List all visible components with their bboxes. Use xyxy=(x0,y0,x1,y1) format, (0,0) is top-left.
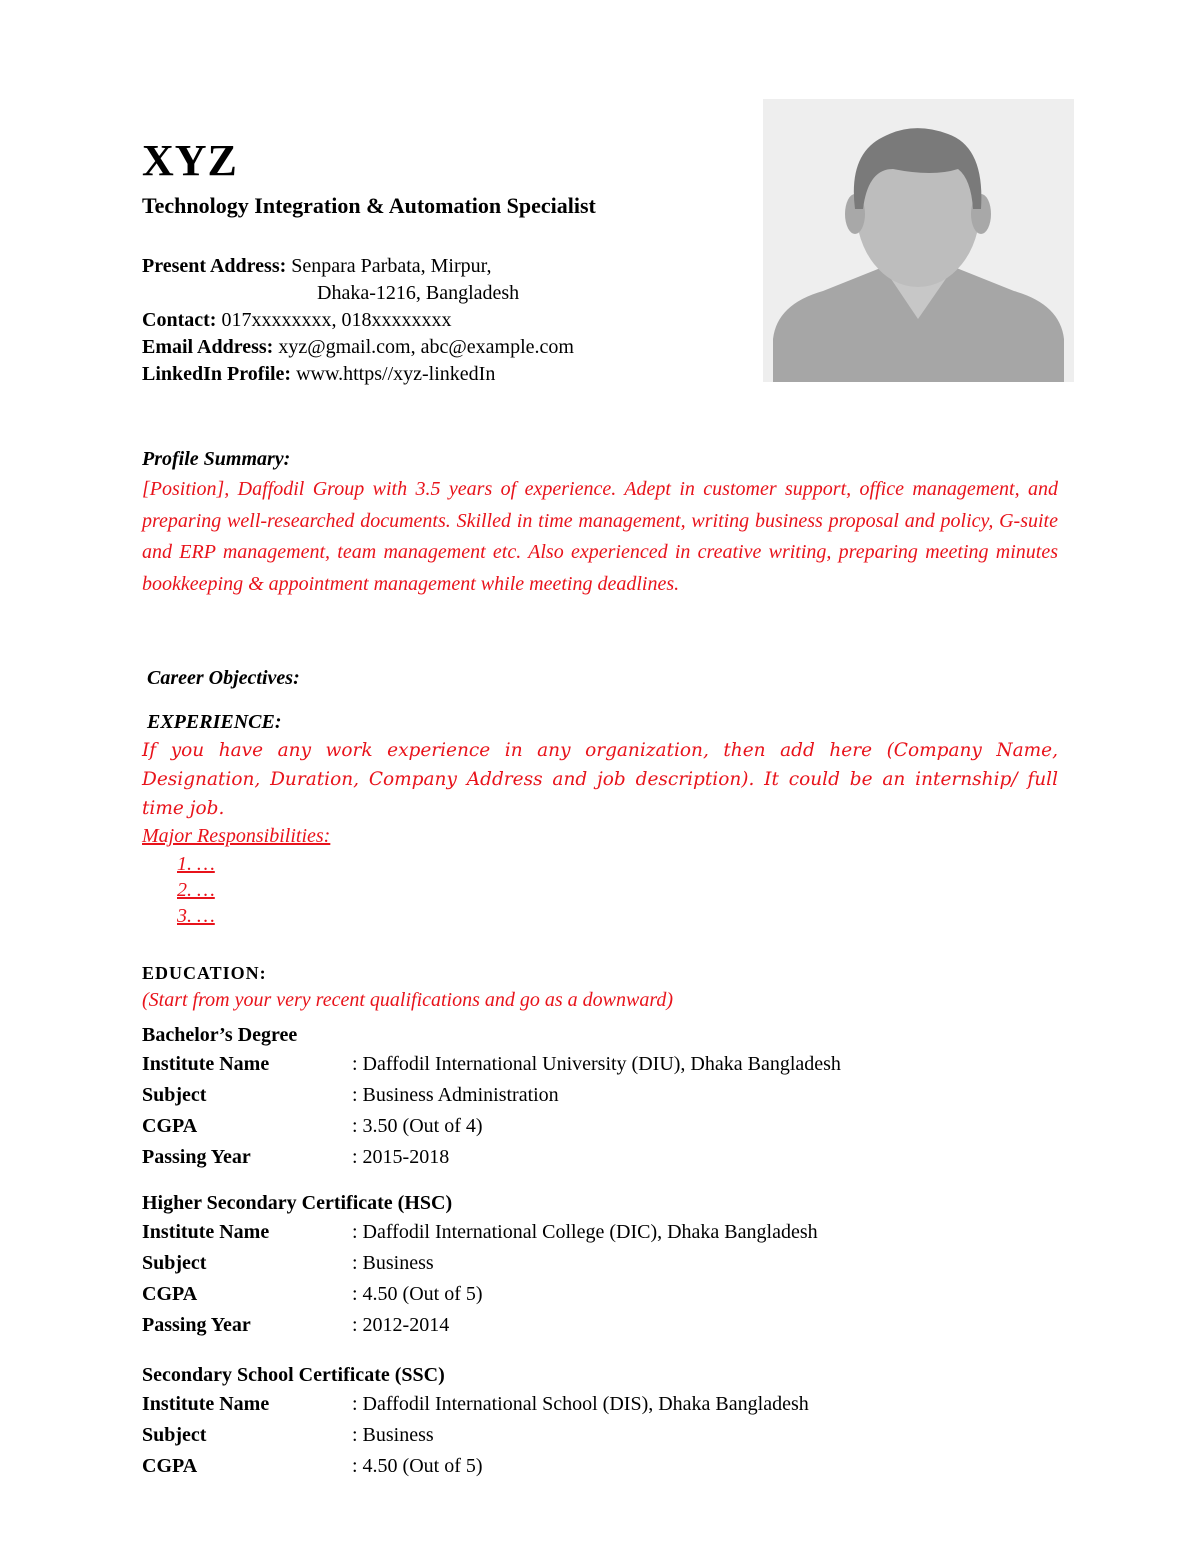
degree-row-value: : 2015-2018 xyxy=(352,1146,450,1168)
degree-row-label: Subject xyxy=(142,1084,207,1106)
job-title: Technology Integration & Automation Specialist xyxy=(142,193,596,218)
email-label: Email Address: xyxy=(142,336,274,358)
degree-row-label: Institute Name xyxy=(142,1393,270,1415)
linkedin-value[interactable]: www.https//xyz-linkedIn xyxy=(296,363,496,385)
address-row xyxy=(142,253,574,280)
contact-block xyxy=(142,253,574,388)
degree-title: Secondary School Certificate (SSC) xyxy=(142,1364,445,1386)
linkedin-label: LinkedIn Profile: xyxy=(142,363,292,385)
degree-row xyxy=(142,1217,818,1248)
degree-row-label: CGPA xyxy=(142,1283,198,1305)
degree-row-label: Institute Name xyxy=(142,1053,270,1075)
degree-title: Higher Secondary Certificate (HSC) xyxy=(142,1192,453,1214)
list-item: 1. … xyxy=(177,853,215,875)
email-row xyxy=(142,334,574,361)
address-line-2: Dhaka-1216, Bangladesh xyxy=(317,282,520,304)
degree-row-value: : Daffodil International University (DIU), Dhaka Bangladesh xyxy=(352,1053,841,1075)
degree-row-label: Passing Year xyxy=(142,1314,251,1336)
contact-row xyxy=(142,307,574,334)
degree-bachelor xyxy=(142,1021,841,1173)
profile-summary-heading: Profile Summary: xyxy=(142,448,291,470)
address-label: Present Address: xyxy=(142,255,287,277)
education-note: (Start from your very recent qualifications and go as a downward) xyxy=(142,989,674,1011)
degree-row xyxy=(142,1049,841,1080)
degree-row-value: : Business xyxy=(352,1424,434,1446)
candidate-name: XYZ xyxy=(142,136,238,185)
degree-row-value: : 4.50 (Out of 5) xyxy=(352,1455,483,1477)
address-line-1: Senpara Parbata, Mirpur, xyxy=(291,255,492,277)
degree-row-value: : Daffodil International School (DIS), Dhaka Bangladesh xyxy=(352,1393,809,1415)
degree-row-value: : Business Administration xyxy=(352,1084,559,1106)
degree-row-label: CGPA xyxy=(142,1455,198,1477)
degree-row-label: CGPA xyxy=(142,1115,198,1137)
degree-row-label: Institute Name xyxy=(142,1221,270,1243)
degree-row xyxy=(142,1279,818,1310)
degree-row xyxy=(142,1310,818,1341)
education-heading: EDUCATION: xyxy=(142,963,267,983)
responsibilities-heading: Major Responsibilities: xyxy=(142,825,331,847)
contact-label: Contact: xyxy=(142,309,217,331)
degree-row-value: : 2012-2014 xyxy=(352,1314,450,1336)
degree-hsc xyxy=(142,1189,818,1341)
degree-row-label: Subject xyxy=(142,1424,207,1446)
degree-row-value: : 4.50 (Out of 5) xyxy=(352,1283,483,1305)
degree-ssc xyxy=(142,1361,809,1482)
degree-row-value: : 3.50 (Out of 4) xyxy=(352,1115,483,1137)
profile-summary-text: [Position], Daffodil Group with 3.5 years of experience. Adept in customer support, office management, and preparing well-researched documents. Skilled in time management, writing business proposal and policy, G-suite and ERP management, team management etc. Also experienced in creative writing, preparing meeting minutes bookkeeping & appointment management while meeting deadlines. xyxy=(142,478,1058,595)
linkedin-row xyxy=(142,361,574,388)
degree-row-value: : Daffodil International College (DIC), Dhaka Bangladesh xyxy=(352,1221,818,1243)
degree-row xyxy=(142,1111,841,1142)
career-objectives-heading: Career Objectives: xyxy=(147,667,300,689)
degree-row xyxy=(142,1248,818,1279)
degree-row-value: : Business xyxy=(352,1252,434,1274)
degree-row-label: Subject xyxy=(142,1252,207,1274)
contact-value: 017xxxxxxxx, 018xxxxxxxx xyxy=(221,309,452,331)
avatar-placeholder-icon xyxy=(763,99,1074,382)
email-value[interactable]: xyz@gmail.com, abc@example.com xyxy=(278,336,574,358)
degree-row xyxy=(142,1420,809,1451)
address-row-2 xyxy=(142,280,574,307)
degree-row xyxy=(142,1080,841,1111)
degree-row xyxy=(142,1451,809,1482)
list-item: 2. … xyxy=(177,879,215,901)
profile-photo xyxy=(763,99,1074,382)
degree-row-label: Passing Year xyxy=(142,1146,251,1168)
degree-row xyxy=(142,1389,809,1420)
list-item: 3. … xyxy=(177,905,215,927)
experience-heading: EXPERIENCE: xyxy=(147,711,282,733)
responsibilities-list xyxy=(177,851,215,929)
experience-text: If you have any work experience in any organization, then add here (Company Name, Designation, Duration, Company Address and job description). It could be an internship/ full time job. xyxy=(142,740,1058,819)
degree-row xyxy=(142,1142,841,1173)
degree-title: Bachelor’s Degree xyxy=(142,1024,298,1046)
